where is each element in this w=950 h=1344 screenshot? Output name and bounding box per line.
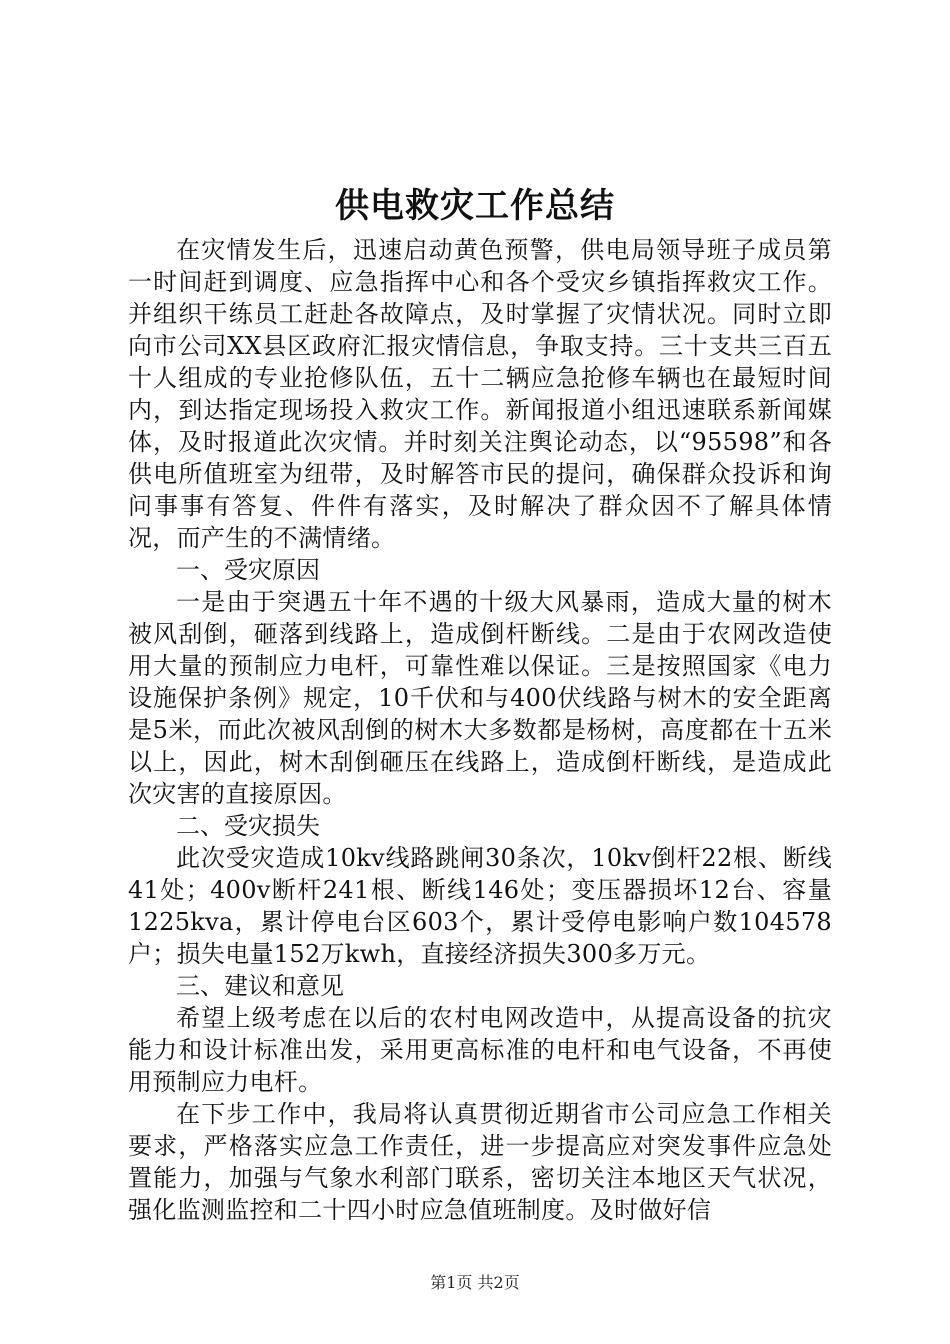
paragraph-suggestion: 希望上级考虑在以后的农村电网改造中，从提高设备的抗灾能力和设计标准出发，采用更高标准的电杆和电气设备，不再使用预制应力电杆。 bbox=[128, 1004, 832, 1096]
paragraph-next-steps: 在下步工作中，我局将认真贯彻近期省市公司应急工作相关要求，严格落实应急工作责任，进一步提高应对突发事件应急处置能力，加强与气象水利部门联系，密切关注本地区天气状况，强化监测监控和二十四小时应急值班制度。及时做好信 bbox=[128, 1100, 832, 1224]
document-body bbox=[128, 234, 832, 1226]
paragraph-cause: 一是由于突遇五十年不遇的十级大风暴雨，造成大量的树木被风刮倒，砸落到线路上，造成倒杆断线。二是由于农网改造使用大量的预制应力电杆，可靠性难以保证。三是按照国家《电力设施保护条例》规定，10千伏和与400伏线路与树木的安全距离是5米，而此次被风刮倒的树木大多数都是杨树，高度都在十五米以上，因此，树木刮倒砸压在线路上，造成倒杆断线，是造成此次灾害的直接原因。 bbox=[128, 588, 832, 808]
section-heading-suggestions: 三、建议和意见 bbox=[176, 972, 344, 1000]
paragraph-intro: 在灾情发生后，迅速启动黄色预警，供电局领导班子成员第一时间赶到调度、应急指挥中心和各个受灾乡镇指挥救灾工作。并组织干练员工赶赴各故障点，及时掌握了灾情状况。同时立即向市公司XX县区政府汇报灾情信息，争取支持。三十支共三百五十人组成的专业抢修队伍，五十二辆应急抢修车辆也在最短时间内，到达指定现场投入救灾工作。新闻报道小组迅速联系新闻媒体，及时报道此次灾情。并时刻关注舆论动态，以“95598”和各供电所值班室为纽带，及时解答市民的提问，确保群众投诉和询问事事有答复、件件有落实，及时解决了群众因不了解具体情况，而产生的不满情绪。 bbox=[128, 236, 832, 552]
section-heading-cause: 一、受灾原因 bbox=[176, 556, 320, 584]
page-footer: 第1页 共2页 bbox=[430, 1273, 520, 1292]
paragraph-loss: 此次受灾造成10kv线路跳闸30条次，10kv倒杆22根、断线41处；400v断杆241根、断线146处；变压器损坏12台、容量1225kva，累计停电台区603个，累计受停电影响户数104578户；损失电量152万kwh，直接经济损失300多万元。 bbox=[128, 844, 832, 968]
document-title: 供电救灾工作总结 bbox=[335, 186, 615, 226]
section-heading-loss: 二、受灾损失 bbox=[176, 812, 320, 840]
